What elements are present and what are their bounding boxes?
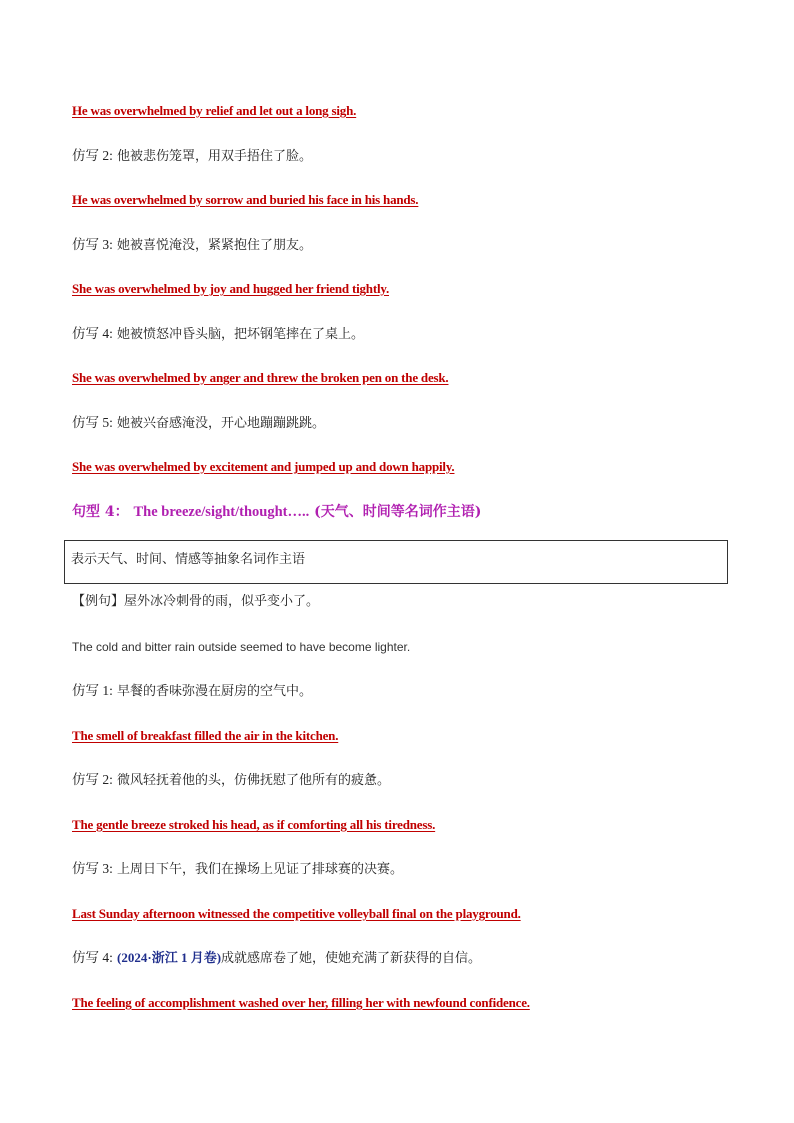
- example-cn-text: 屋外冰冷刺骨的雨，似乎变小了。: [124, 594, 320, 609]
- prompt-text: 他被悲伤笼罩，用双手捂住了脸。: [117, 149, 313, 164]
- heading-note: (天气、时间等名词作主语): [314, 504, 482, 520]
- prompt-text: 她被愤怒冲昏头脑，把坏钢笔摔在了桌上。: [117, 327, 365, 342]
- prompt-text: 早餐的香味弥漫在厨房的空气中。: [117, 684, 313, 699]
- example-label: 【例句】: [72, 594, 125, 609]
- example-en: The cold and bitter rain outside seemed to have become lighter.: [72, 640, 411, 654]
- prompt-text: 成就感席卷了她，使她充满了新获得的自信。: [221, 951, 482, 966]
- imitation-prompt: [72, 325, 364, 344]
- imitation-prompt: [72, 682, 312, 701]
- section-heading: [72, 503, 481, 521]
- answer-sentence: The smell of breakfast filled the air in the kitchen.: [72, 728, 339, 743]
- imitation-label: 仿写 4:: [72, 326, 113, 341]
- imitation-prompt: [72, 771, 390, 790]
- explanation-box: [64, 540, 728, 584]
- answer-sentence: The gentle breeze stroked his head, as if comforting all his tiredness.: [72, 817, 436, 832]
- prompt-text: 她被喜悦淹没，紧紧抱住了朋友。: [117, 238, 313, 253]
- heading-cn: 句型 4：: [72, 504, 129, 520]
- answer-sentence: She was overwhelmed by anger and threw the broken pen on the desk.: [72, 370, 449, 385]
- imitation-label: 仿写 5:: [72, 415, 113, 430]
- example-cn: [72, 593, 319, 611]
- explanation-text: 表示天气、时间、情感等抽象名词作主语: [71, 552, 306, 567]
- imitation-label: 仿写 2:: [72, 148, 113, 163]
- imitation-label: 仿写 3:: [72, 237, 113, 252]
- heading-en: The breeze/sight/thought…..: [133, 504, 310, 520]
- prompt-text: 上周日下午，我们在操场上见证了排球赛的决赛。: [117, 862, 404, 877]
- imitation-prompt: [72, 414, 325, 433]
- imitation-prompt: [72, 949, 481, 968]
- answer-sentence: He was overwhelmed by relief and let out a long sigh.: [72, 103, 357, 118]
- imitation-label: 仿写 2:: [72, 772, 113, 787]
- imitation-label: 仿写 4:: [72, 950, 113, 965]
- imitation-label: 仿写 1:: [72, 683, 113, 698]
- answer-sentence: She was overwhelmed by excitement and jumped up and down happily.: [72, 459, 455, 474]
- answer-sentence: She was overwhelmed by joy and hugged her friend tightly.: [72, 281, 389, 296]
- imitation-label: 仿写 3:: [72, 861, 113, 876]
- source-tag: (2024·浙江 1 月卷): [117, 950, 222, 965]
- imitation-prompt: [72, 860, 403, 879]
- answer-sentence: He was overwhelmed by sorrow and buried his face in his hands.: [72, 192, 419, 207]
- prompt-text: 微风轻抚着他的头，仿佛抚慰了他所有的疲惫。: [117, 773, 391, 788]
- prompt-text: 她被兴奋感淹没，开心地蹦蹦跳跳。: [117, 416, 326, 431]
- answer-sentence: The feeling of accomplishment washed over her, filling her with newfound confidence.: [72, 995, 530, 1010]
- answer-sentence: Last Sunday afternoon witnessed the competitive volleyball final on the playground.: [72, 906, 521, 921]
- imitation-prompt: [72, 236, 312, 255]
- imitation-prompt: [72, 147, 312, 166]
